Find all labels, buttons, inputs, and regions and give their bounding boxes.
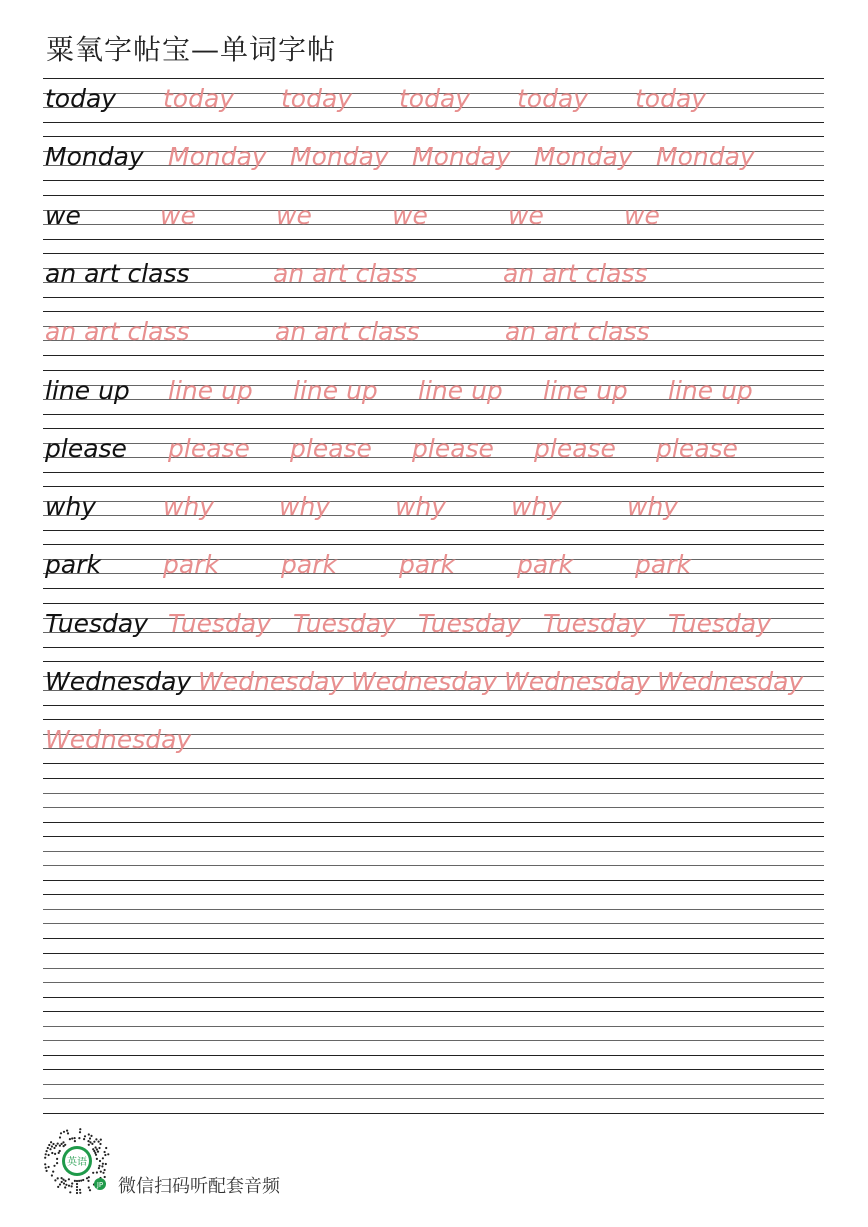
trace-word: Tuesday <box>668 608 771 638</box>
trace-word: why <box>511 492 563 522</box>
guide-line <box>43 78 824 79</box>
model-word: Tuesday <box>45 608 148 638</box>
trace-word: Wednesday <box>198 667 345 696</box>
trace-word: please <box>168 433 250 463</box>
guide-line <box>43 355 824 356</box>
model-word: Monday <box>45 142 144 172</box>
trace-word: an art class <box>273 258 418 288</box>
model-word: park <box>45 550 101 580</box>
guide-line <box>43 836 824 837</box>
guide-line <box>43 647 824 648</box>
trace-word: today <box>163 84 235 113</box>
guide-line <box>43 311 824 312</box>
trace-word: Monday <box>656 142 755 172</box>
guide-line <box>43 997 824 998</box>
trace-word: please <box>412 433 494 463</box>
guide-line <box>43 588 824 589</box>
trace-word: park <box>163 550 219 580</box>
trace-word: we <box>276 200 312 230</box>
trace-word: park <box>281 550 337 580</box>
guide-line <box>43 822 824 823</box>
trace-word: line up <box>668 375 753 405</box>
trace-word: we <box>392 200 428 230</box>
guide-line <box>43 414 824 415</box>
model-word: please <box>45 433 127 463</box>
guide-line <box>43 923 824 924</box>
guide-line <box>43 297 824 298</box>
trace-word: why <box>627 492 679 522</box>
trace-word: an art class <box>45 317 190 347</box>
guide-line <box>43 544 824 545</box>
trace-word: Tuesday <box>168 608 271 638</box>
trace-word: park <box>399 550 455 580</box>
trace-word: please <box>534 433 616 463</box>
trace-word: Monday <box>290 142 389 172</box>
qr-badge-sub: JP <box>96 1181 104 1189</box>
guide-line <box>43 982 824 983</box>
guide-line <box>43 968 824 969</box>
guide-line <box>43 428 824 429</box>
guide-line <box>43 136 824 137</box>
guide-line <box>43 1113 824 1114</box>
page-title: 粟氧字帖宝—单词字帖 <box>46 33 337 66</box>
trace-word: why <box>163 492 215 522</box>
guide-line <box>43 705 824 706</box>
guide-line <box>43 239 824 240</box>
trace-word: we <box>508 200 544 230</box>
guide-line <box>43 1040 824 1041</box>
guide-line <box>43 865 824 866</box>
model-word: today <box>45 84 117 113</box>
trace-word: Tuesday <box>543 608 646 638</box>
guide-line <box>43 1098 824 1099</box>
guide-line <box>43 195 824 196</box>
trace-word: why <box>395 492 447 522</box>
guide-line <box>43 661 824 662</box>
trace-word: Monday <box>168 142 267 172</box>
model-word: we <box>45 200 81 230</box>
guide-line <box>43 763 824 764</box>
guide-line <box>43 180 824 181</box>
model-word: line up <box>45 375 130 405</box>
guide-line <box>43 894 824 895</box>
trace-word: park <box>517 550 573 580</box>
trace-word: line up <box>418 375 503 405</box>
guide-line <box>43 807 824 808</box>
model-word: why <box>45 492 97 522</box>
guide-line <box>43 953 824 954</box>
trace-word: Wednesday <box>657 667 804 696</box>
audio-caption: 微信扫码听配套音频 <box>118 1176 280 1197</box>
guide-line <box>43 909 824 910</box>
guide-line <box>43 1084 824 1085</box>
guide-line <box>43 1069 824 1070</box>
qr-code-icon[interactable] <box>42 1128 112 1198</box>
trace-word: Wednesday <box>45 725 192 755</box>
guide-line <box>43 122 824 123</box>
guide-line <box>43 1026 824 1027</box>
guide-line <box>43 370 824 371</box>
trace-word: today <box>517 84 589 113</box>
trace-word: park <box>635 550 691 580</box>
trace-word: today <box>635 84 707 113</box>
guide-line <box>43 486 824 487</box>
model-word: Wednesday <box>45 667 192 696</box>
trace-word: please <box>656 433 738 463</box>
trace-word: we <box>160 200 196 230</box>
guide-line <box>43 603 824 604</box>
trace-word: Tuesday <box>418 608 521 638</box>
guide-line <box>43 851 824 852</box>
trace-word: an art class <box>503 258 648 288</box>
trace-word: why <box>279 492 331 522</box>
model-word: an art class <box>45 258 190 288</box>
trace-word: line up <box>168 375 253 405</box>
trace-word: line up <box>543 375 628 405</box>
trace-word: we <box>624 200 660 230</box>
guide-line <box>43 530 824 531</box>
trace-word: today <box>281 84 353 113</box>
trace-word: Monday <box>412 142 511 172</box>
guide-line <box>43 1055 824 1056</box>
qr-badge-label: 英语 <box>67 1157 87 1168</box>
trace-word: Wednesday <box>351 667 498 696</box>
guide-line <box>43 938 824 939</box>
guide-line <box>43 719 824 720</box>
guide-line <box>43 253 824 254</box>
guide-line <box>43 778 824 779</box>
guide-line <box>43 793 824 794</box>
guide-line <box>43 880 824 881</box>
trace-word: Monday <box>534 142 633 172</box>
trace-word: Tuesday <box>293 608 396 638</box>
guide-line <box>43 1011 824 1012</box>
trace-word: please <box>290 433 372 463</box>
trace-word: an art class <box>505 317 650 347</box>
trace-word: line up <box>293 375 378 405</box>
footer <box>42 1128 442 1198</box>
trace-word: Wednesday <box>504 667 651 696</box>
trace-word: today <box>399 84 471 113</box>
trace-word: an art class <box>275 317 420 347</box>
guide-line <box>43 472 824 473</box>
